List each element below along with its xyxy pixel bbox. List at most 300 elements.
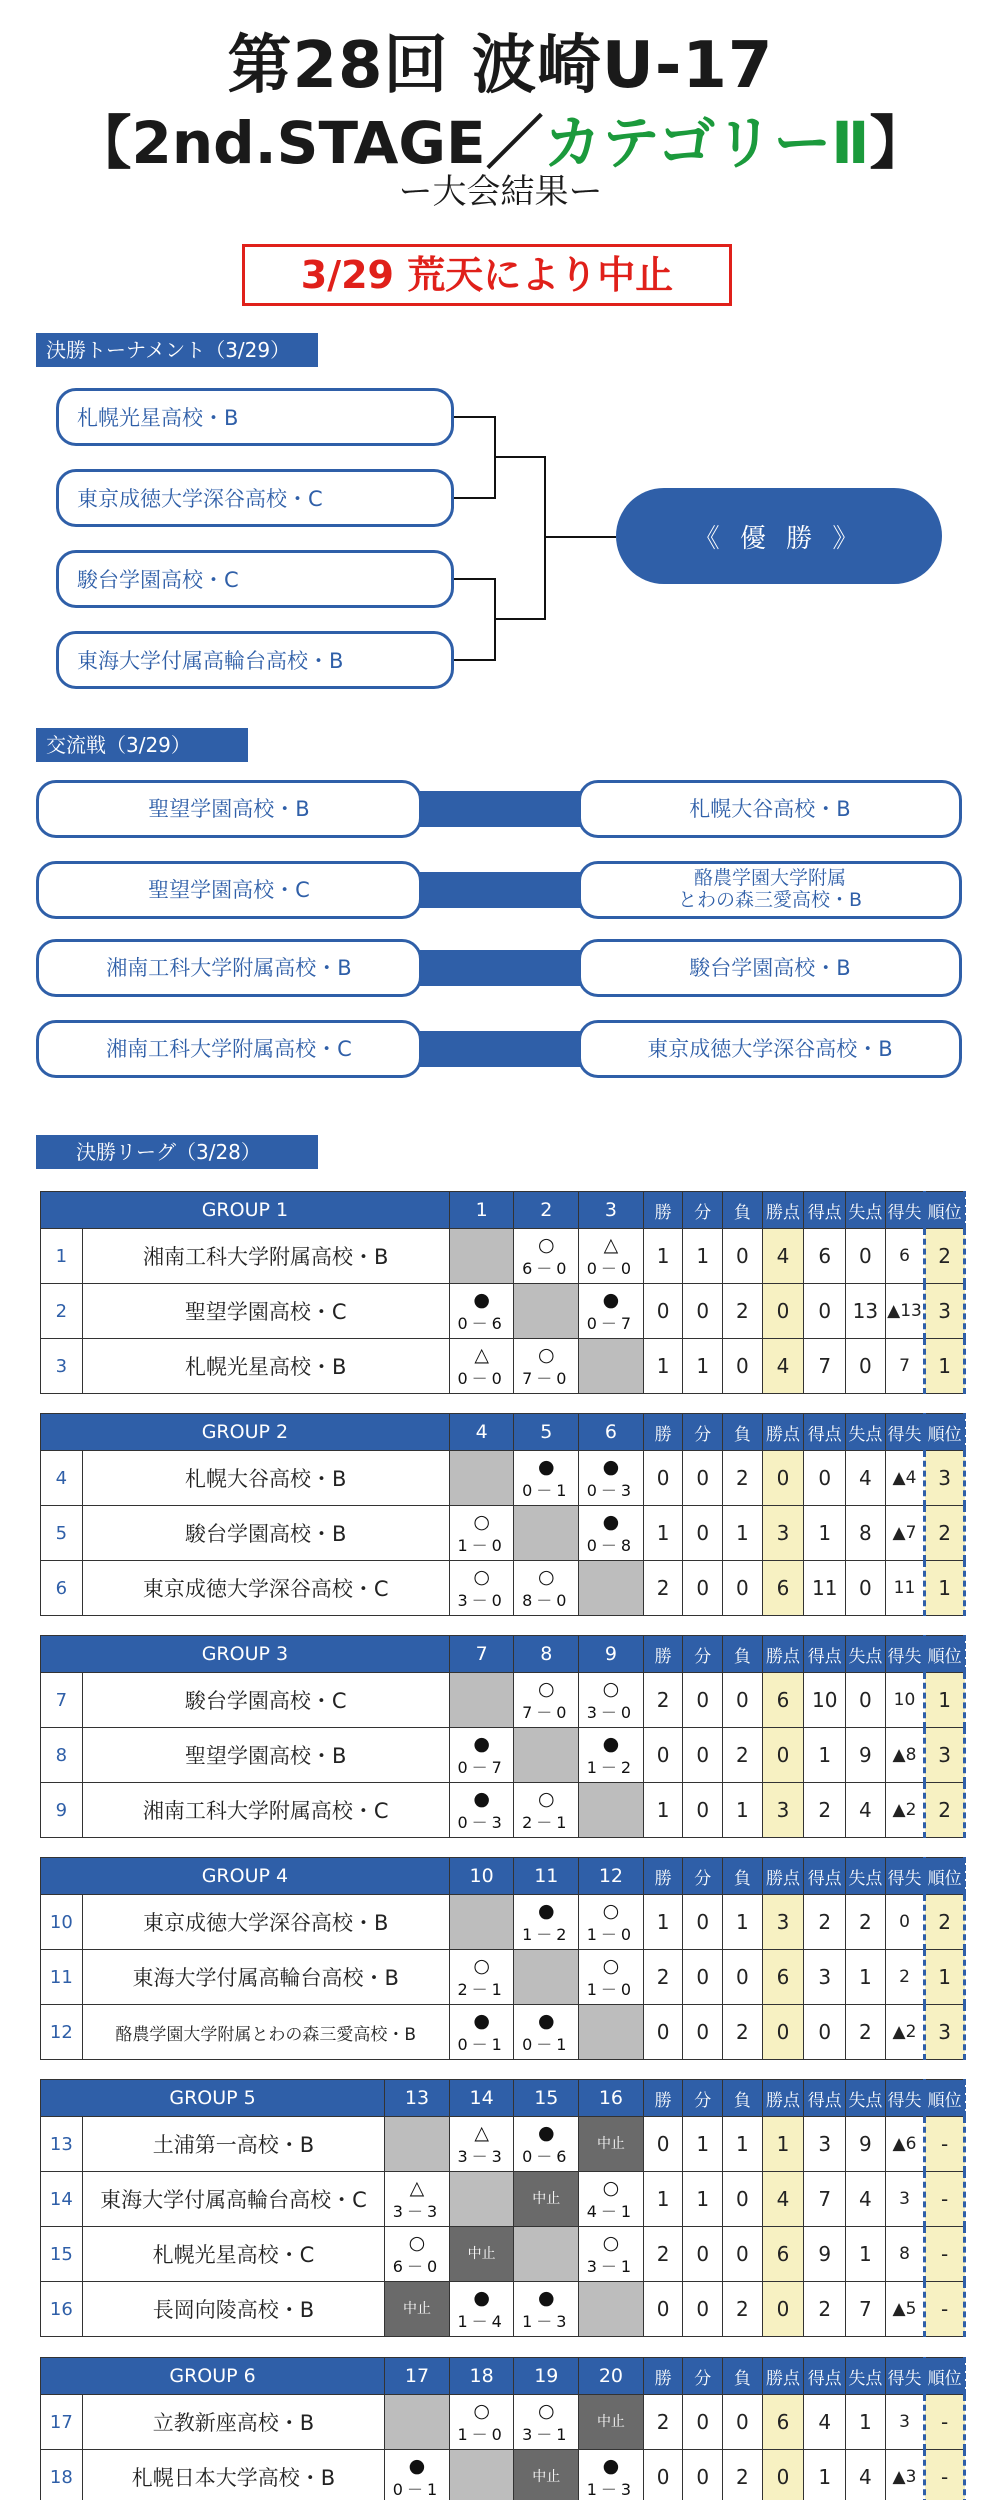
team-number: 15: [41, 2227, 83, 2282]
draws-value: 0: [683, 2395, 723, 2450]
match-result-cell: [449, 1728, 514, 1783]
rank-value: 2: [925, 1506, 965, 1561]
self-match-cell: [385, 2117, 450, 2172]
table-row: [41, 2172, 965, 2227]
cancelled-match-cell: [579, 2395, 644, 2450]
exchange-left-team-3: 湘南工科大学附属高校・B: [36, 939, 422, 997]
draws-value: 0: [683, 1561, 723, 1616]
match-score: 1－2: [586, 1758, 636, 1777]
match-result-cell: [449, 1506, 514, 1561]
draws-value: 0: [683, 1284, 723, 1339]
opponent-column-header: 9: [579, 1636, 644, 1673]
table-row: [41, 1229, 965, 1284]
losses-value: 0: [723, 1339, 763, 1394]
match-score: 1－4: [457, 2312, 506, 2331]
goal-difference-value: 11: [885, 1561, 925, 1616]
result-mark: ○: [473, 2400, 490, 2422]
team-number: 14: [41, 2172, 83, 2227]
result-mark: ●: [408, 2455, 426, 2477]
result-mark: ●: [537, 2122, 555, 2144]
losses-value: 1: [723, 2117, 763, 2172]
team-number: 9: [41, 1783, 83, 1838]
team-name: 東京成徳大学深谷高校・B: [82, 1895, 449, 1950]
result-mark: ●: [602, 1511, 620, 1533]
stat-header: 失点: [846, 1414, 886, 1451]
losses-value: 0: [723, 2395, 763, 2450]
bracket-line: [494, 618, 544, 620]
rank-value: 2: [925, 1229, 965, 1284]
match-result-cell: [579, 1728, 644, 1783]
result-mark: ○: [537, 1344, 555, 1366]
match-result-cell: [385, 2227, 450, 2282]
stat-header: 負: [723, 1858, 763, 1895]
match-score: 3－3: [457, 2147, 506, 2166]
match-result-cell: [449, 1950, 514, 2005]
result-mark: ●: [537, 1900, 555, 1922]
goals-for-value: 7: [804, 1339, 846, 1394]
stat-header: 分: [683, 1414, 723, 1451]
match-score: 0－1: [457, 2035, 506, 2054]
result-mark: ●: [602, 1289, 620, 1311]
goals-against-value: 4: [846, 2172, 886, 2227]
stat-header: 得点: [804, 1636, 846, 1673]
rank-value: -: [925, 2172, 965, 2227]
points-value: 0: [762, 2005, 804, 2060]
cancelled-label: 中止: [532, 2191, 561, 2207]
draws-value: 1: [683, 2117, 723, 2172]
match-score: 0－7: [586, 1314, 636, 1333]
goal-difference-value: ▲2: [885, 2005, 925, 2060]
draws-value: 0: [683, 1728, 723, 1783]
match-score: 0－6: [457, 1314, 506, 1333]
team-name: 立教新座高校・B: [82, 2395, 384, 2450]
goal-difference-value: 8: [885, 2227, 925, 2282]
losses-value: 0: [723, 2227, 763, 2282]
exchange-left-team-4: 湘南工科大学附属高校・C: [36, 1020, 422, 1078]
cancelled-match-cell: [385, 2282, 450, 2337]
tournament-team-4: 東海大学付属高輪台高校・B: [56, 631, 454, 689]
match-score: 2－1: [522, 1813, 571, 1832]
goals-for-value: 2: [804, 1895, 846, 1950]
match-result-cell: [514, 2005, 579, 2060]
rank-value: 1: [925, 1950, 965, 2005]
team-number: 16: [41, 2282, 83, 2337]
wins-value: 0: [643, 1284, 683, 1339]
result-mark: ○: [602, 1900, 620, 1922]
points-value: 1: [762, 2117, 804, 2172]
result-mark: ●: [473, 1733, 490, 1755]
stat-header: 勝: [643, 1414, 683, 1451]
match-result-cell: [514, 1783, 579, 1838]
match-score: 1－0: [457, 2425, 506, 2444]
self-match-cell: [579, 1783, 644, 1838]
points-value: 3: [762, 1506, 804, 1561]
stat-header: 分: [683, 2080, 723, 2117]
losses-value: 2: [723, 1451, 763, 1506]
stat-header: 得失: [885, 1636, 925, 1673]
match-result-cell: [579, 1950, 644, 2005]
opponent-column-header: 7: [449, 1636, 514, 1673]
goals-against-value: 2: [846, 1895, 886, 1950]
points-value: 0: [762, 2282, 804, 2337]
cancelled-label: 中止: [402, 2301, 431, 2317]
draws-value: 0: [683, 2227, 723, 2282]
team-number: 17: [41, 2395, 83, 2450]
group-table-2: [40, 1413, 966, 1616]
match-result-cell: [449, 2005, 514, 2060]
exchange-right-team-3: 駿台学園高校・B: [578, 939, 962, 997]
rank-value: 2: [925, 1895, 965, 1950]
group-table-5: [40, 2079, 966, 2337]
points-value: 6: [762, 1950, 804, 2005]
team-name: 札幌日本大学高校・B: [82, 2450, 384, 2500]
goals-against-value: 4: [846, 1783, 886, 1838]
table-row: [41, 1783, 965, 1838]
stat-header: 得失: [885, 2080, 925, 2117]
match-score: 0－3: [457, 1813, 506, 1832]
self-match-cell: [385, 2395, 450, 2450]
opponent-column-header: 19: [514, 2358, 579, 2395]
goals-against-value: 0: [846, 1339, 886, 1394]
bracket-line: [454, 659, 494, 661]
exchange-left-team-1: 聖望学園高校・B: [36, 780, 422, 838]
match-score: 1－0: [586, 1980, 636, 1999]
wins-value: 2: [643, 2227, 683, 2282]
table-row: [41, 1950, 965, 2005]
table-row: [41, 1451, 965, 1506]
stat-header: 勝点: [762, 1858, 804, 1895]
table-row: [41, 1339, 965, 1394]
points-value: 0: [762, 1728, 804, 1783]
opponent-column-header: 11: [514, 1858, 579, 1895]
match-score: 1－2: [522, 1925, 571, 1944]
cancelled-match-cell: [449, 2227, 514, 2282]
goal-difference-value: ▲2: [885, 1783, 925, 1838]
draws-value: 0: [683, 1950, 723, 2005]
table-row: [41, 1728, 965, 1783]
goal-difference-value: 7: [885, 1339, 925, 1394]
opponent-column-header: 17: [385, 2358, 450, 2395]
goal-difference-value: 0: [885, 1895, 925, 1950]
goals-against-value: 4: [846, 2450, 886, 2500]
stat-header: 得失: [885, 1414, 925, 1451]
team-number: 5: [41, 1506, 83, 1561]
self-match-cell: [514, 1506, 579, 1561]
stat-header: 勝: [643, 2358, 683, 2395]
result-mark: ○: [537, 2400, 555, 2422]
self-match-cell: [579, 2282, 644, 2337]
rank-value: 3: [925, 1284, 965, 1339]
losses-value: 0: [723, 1229, 763, 1284]
draws-value: 1: [683, 2172, 723, 2227]
self-match-cell: [449, 2172, 514, 2227]
goal-difference-value: ▲3: [885, 2450, 925, 2500]
stat-header: 順位: [925, 2358, 965, 2395]
match-result-cell: [514, 1895, 579, 1950]
match-score: 0－1: [522, 2035, 571, 2054]
result-mark: ●: [473, 1289, 490, 1311]
goals-against-value: 8: [846, 1506, 886, 1561]
match-result-cell: [514, 2282, 579, 2337]
match-result-cell: [514, 2395, 579, 2450]
wins-value: 0: [643, 2005, 683, 2060]
opponent-column-header: 4: [449, 1414, 514, 1451]
rank-value: -: [925, 2395, 965, 2450]
result-mark: ●: [537, 2287, 555, 2309]
table-row: [41, 2005, 965, 2060]
table-row: [41, 2395, 965, 2450]
table-row: [41, 1561, 965, 1616]
result-mark: ●: [602, 1456, 620, 1478]
category-label: カテゴリーⅡ: [543, 109, 870, 177]
stat-header: 失点: [846, 1192, 886, 1229]
goals-against-value: 1: [846, 2395, 886, 2450]
result-mark: ●: [473, 1788, 490, 1810]
draws-value: 0: [683, 2450, 723, 2500]
tournament-team-1: 札幌光星高校・B: [56, 388, 454, 446]
stat-header: 負: [723, 1192, 763, 1229]
losses-value: 0: [723, 1673, 763, 1728]
team-name: 長岡向陵高校・B: [82, 2282, 384, 2337]
match-result-cell: [449, 1339, 514, 1394]
match-score: 3－3: [392, 2202, 442, 2221]
goals-for-value: 0: [804, 2005, 846, 2060]
match-result-cell: [579, 1451, 644, 1506]
match-result-cell: [579, 1284, 644, 1339]
result-mark: ●: [602, 2455, 620, 2477]
goals-against-value: 13: [846, 1284, 886, 1339]
stat-header: 得失: [885, 2358, 925, 2395]
stat-header: 分: [683, 2358, 723, 2395]
rank-value: 1: [925, 1339, 965, 1394]
stat-header: 負: [723, 1636, 763, 1673]
goals-for-value: 9: [804, 2227, 846, 2282]
goals-for-value: 2: [804, 2282, 846, 2337]
draws-value: 0: [683, 1506, 723, 1561]
wins-value: 1: [643, 1783, 683, 1838]
self-match-cell: [449, 1451, 514, 1506]
match-score: 0－8: [586, 1536, 636, 1555]
result-mark: ○: [602, 1955, 620, 1977]
stat-header: 勝点: [762, 1414, 804, 1451]
match-score: 4－1: [586, 2202, 636, 2221]
tournament-team-3: 駿台学園高校・C: [56, 550, 454, 608]
match-score: 0－1: [392, 2480, 442, 2499]
points-value: 6: [762, 2227, 804, 2282]
stat-header: 勝: [643, 1858, 683, 1895]
goals-against-value: 2: [846, 2005, 886, 2060]
goals-against-value: 0: [846, 1229, 886, 1284]
group-name: GROUP 5: [41, 2080, 385, 2117]
exchange-label: 交流戦（3/29）: [36, 728, 248, 762]
group-name: GROUP 1: [41, 1192, 450, 1229]
match-connector: [420, 950, 584, 986]
stat-header: 失点: [846, 1858, 886, 1895]
losses-value: 2: [723, 1728, 763, 1783]
stat-header: 順位: [925, 1192, 965, 1229]
match-result-cell: [579, 1229, 644, 1284]
match-result-cell: [385, 2172, 450, 2227]
self-match-cell: [579, 2005, 644, 2060]
match-result-cell: [514, 1561, 579, 1616]
table-row: [41, 2227, 965, 2282]
match-result-cell: [579, 1673, 644, 1728]
results-heading: ー大会結果ー: [398, 172, 603, 212]
wins-value: 2: [643, 2395, 683, 2450]
team-name: 聖望学園高校・B: [82, 1728, 449, 1783]
goals-against-value: 1: [846, 2227, 886, 2282]
table-row: [41, 1895, 965, 1950]
team-number: 12: [41, 2005, 83, 2060]
match-connector: [420, 791, 584, 827]
losses-value: 0: [723, 1561, 763, 1616]
result-mark: △: [603, 1234, 619, 1256]
opponent-column-header: 18: [449, 2358, 514, 2395]
stat-header: 勝: [643, 1636, 683, 1673]
goals-for-value: 0: [804, 1451, 846, 1506]
bracket-line: [454, 578, 494, 580]
result-mark: ●: [602, 1733, 620, 1755]
match-result-cell: [514, 1339, 579, 1394]
goals-against-value: 0: [846, 1561, 886, 1616]
stat-header: 得点: [804, 1192, 846, 1229]
stat-header: 負: [723, 2080, 763, 2117]
points-value: 3: [762, 1783, 804, 1838]
losses-value: 2: [723, 2450, 763, 2500]
group-name: GROUP 4: [41, 1858, 450, 1895]
result-mark: △: [474, 1344, 489, 1366]
wins-value: 0: [643, 1451, 683, 1506]
cancelled-match-cell: [579, 2117, 644, 2172]
goal-difference-value: 3: [885, 2172, 925, 2227]
team-number: 4: [41, 1451, 83, 1506]
table-row: [41, 1673, 965, 1728]
bracket-line: [544, 536, 616, 538]
result-mark: ○: [473, 1566, 490, 1588]
match-result-cell: [579, 1895, 644, 1950]
result-mark: ●: [537, 1456, 555, 1478]
draws-value: 0: [683, 1451, 723, 1506]
team-number: 1: [41, 1229, 83, 1284]
rank-value: 1: [925, 1673, 965, 1728]
wins-value: 0: [643, 1728, 683, 1783]
result-mark: ○: [537, 1678, 555, 1700]
team-name: 東京成徳大学深谷高校・C: [82, 1561, 449, 1616]
team-name: 東海大学付属高輪台高校・B: [82, 1950, 449, 2005]
exchange-right-team-2: 酪農学園大学附属 とわの森三愛高校・B: [578, 861, 962, 919]
team-number: 6: [41, 1561, 83, 1616]
goals-for-value: 10: [804, 1673, 846, 1728]
goals-against-value: 9: [846, 2117, 886, 2172]
stat-header: 得点: [804, 2080, 846, 2117]
points-value: 6: [762, 1673, 804, 1728]
bracket-line: [544, 456, 546, 620]
cancelled-match-cell: [514, 2450, 579, 2500]
match-result-cell: [449, 1561, 514, 1616]
stat-header: 順位: [925, 1414, 965, 1451]
team-number: 10: [41, 1895, 83, 1950]
match-result-cell: [449, 2282, 514, 2337]
team-name: 土浦第一高校・B: [82, 2117, 384, 2172]
wins-value: 1: [643, 1229, 683, 1284]
match-result-cell: [579, 2172, 644, 2227]
match-score: 3－1: [522, 2425, 571, 2444]
goals-for-value: 6: [804, 1229, 846, 1284]
draws-value: 1: [683, 1339, 723, 1394]
match-connector: [420, 872, 584, 908]
match-score: 7－0: [522, 1369, 571, 1388]
self-match-cell: [579, 1339, 644, 1394]
team-name: 駿台学園高校・B: [82, 1506, 449, 1561]
losses-value: 2: [723, 2282, 763, 2337]
match-result-cell: [449, 1783, 514, 1838]
wins-value: 1: [643, 2172, 683, 2227]
team-name: 札幌大谷高校・B: [82, 1451, 449, 1506]
stat-header: 得失: [885, 1858, 925, 1895]
match-score: 2－1: [457, 1980, 506, 1999]
goals-for-value: 3: [804, 1950, 846, 2005]
team-name: 湘南工科大学附属高校・B: [82, 1229, 449, 1284]
exchange-right-team-1: 札幌大谷高校・B: [578, 780, 962, 838]
cancelled-match-cell: [514, 2172, 579, 2227]
exchange-right-team-4: 東京成徳大学深谷高校・B: [578, 1020, 962, 1078]
subtitle-suffix: 】: [869, 109, 928, 177]
goal-difference-value: ▲5: [885, 2282, 925, 2337]
match-score: 0－0: [457, 1369, 506, 1388]
losses-value: 0: [723, 2172, 763, 2227]
match-result-cell: [449, 1284, 514, 1339]
draws-value: 0: [683, 2282, 723, 2337]
stat-header: 勝点: [762, 2358, 804, 2395]
points-value: 6: [762, 1561, 804, 1616]
team-name: 駿台学園高校・C: [82, 1673, 449, 1728]
rank-value: -: [925, 2227, 965, 2282]
team-number: 7: [41, 1673, 83, 1728]
goals-against-value: 9: [846, 1728, 886, 1783]
goal-difference-value: 6: [885, 1229, 925, 1284]
stat-header: 失点: [846, 1636, 886, 1673]
stat-header: 分: [683, 1192, 723, 1229]
draws-value: 0: [683, 1783, 723, 1838]
stat-header: 負: [723, 1414, 763, 1451]
stat-header: 得点: [804, 1414, 846, 1451]
draws-value: 0: [683, 2005, 723, 2060]
team-number: 11: [41, 1950, 83, 2005]
goals-for-value: 1: [804, 2450, 846, 2500]
match-result-cell: [514, 1229, 579, 1284]
goals-against-value: 7: [846, 2282, 886, 2337]
group-name: GROUP 3: [41, 1636, 450, 1673]
team-name: 東海大学付属高輪台高校・C: [82, 2172, 384, 2227]
losses-value: 1: [723, 1506, 763, 1561]
table-row: [41, 2282, 965, 2337]
match-result-cell: [449, 2395, 514, 2450]
points-value: 4: [762, 2172, 804, 2227]
match-result-cell: [514, 1673, 579, 1728]
cancelled-label: 中止: [532, 2469, 561, 2485]
subtitle-prefix: 【2nd.STAGE／: [73, 109, 544, 177]
match-score: 1－3: [586, 2480, 636, 2499]
bracket-line: [494, 456, 544, 458]
team-name: 札幌光星高校・B: [82, 1339, 449, 1394]
opponent-column-header: 15: [514, 2080, 579, 2117]
exchange-left-team-2: 聖望学園高校・C: [36, 861, 422, 919]
team-name: 札幌光星高校・C: [82, 2227, 384, 2282]
points-value: 4: [762, 1339, 804, 1394]
goals-for-value: 11: [804, 1561, 846, 1616]
match-score: 0－0: [586, 1259, 636, 1278]
match-connector: [420, 1031, 584, 1067]
